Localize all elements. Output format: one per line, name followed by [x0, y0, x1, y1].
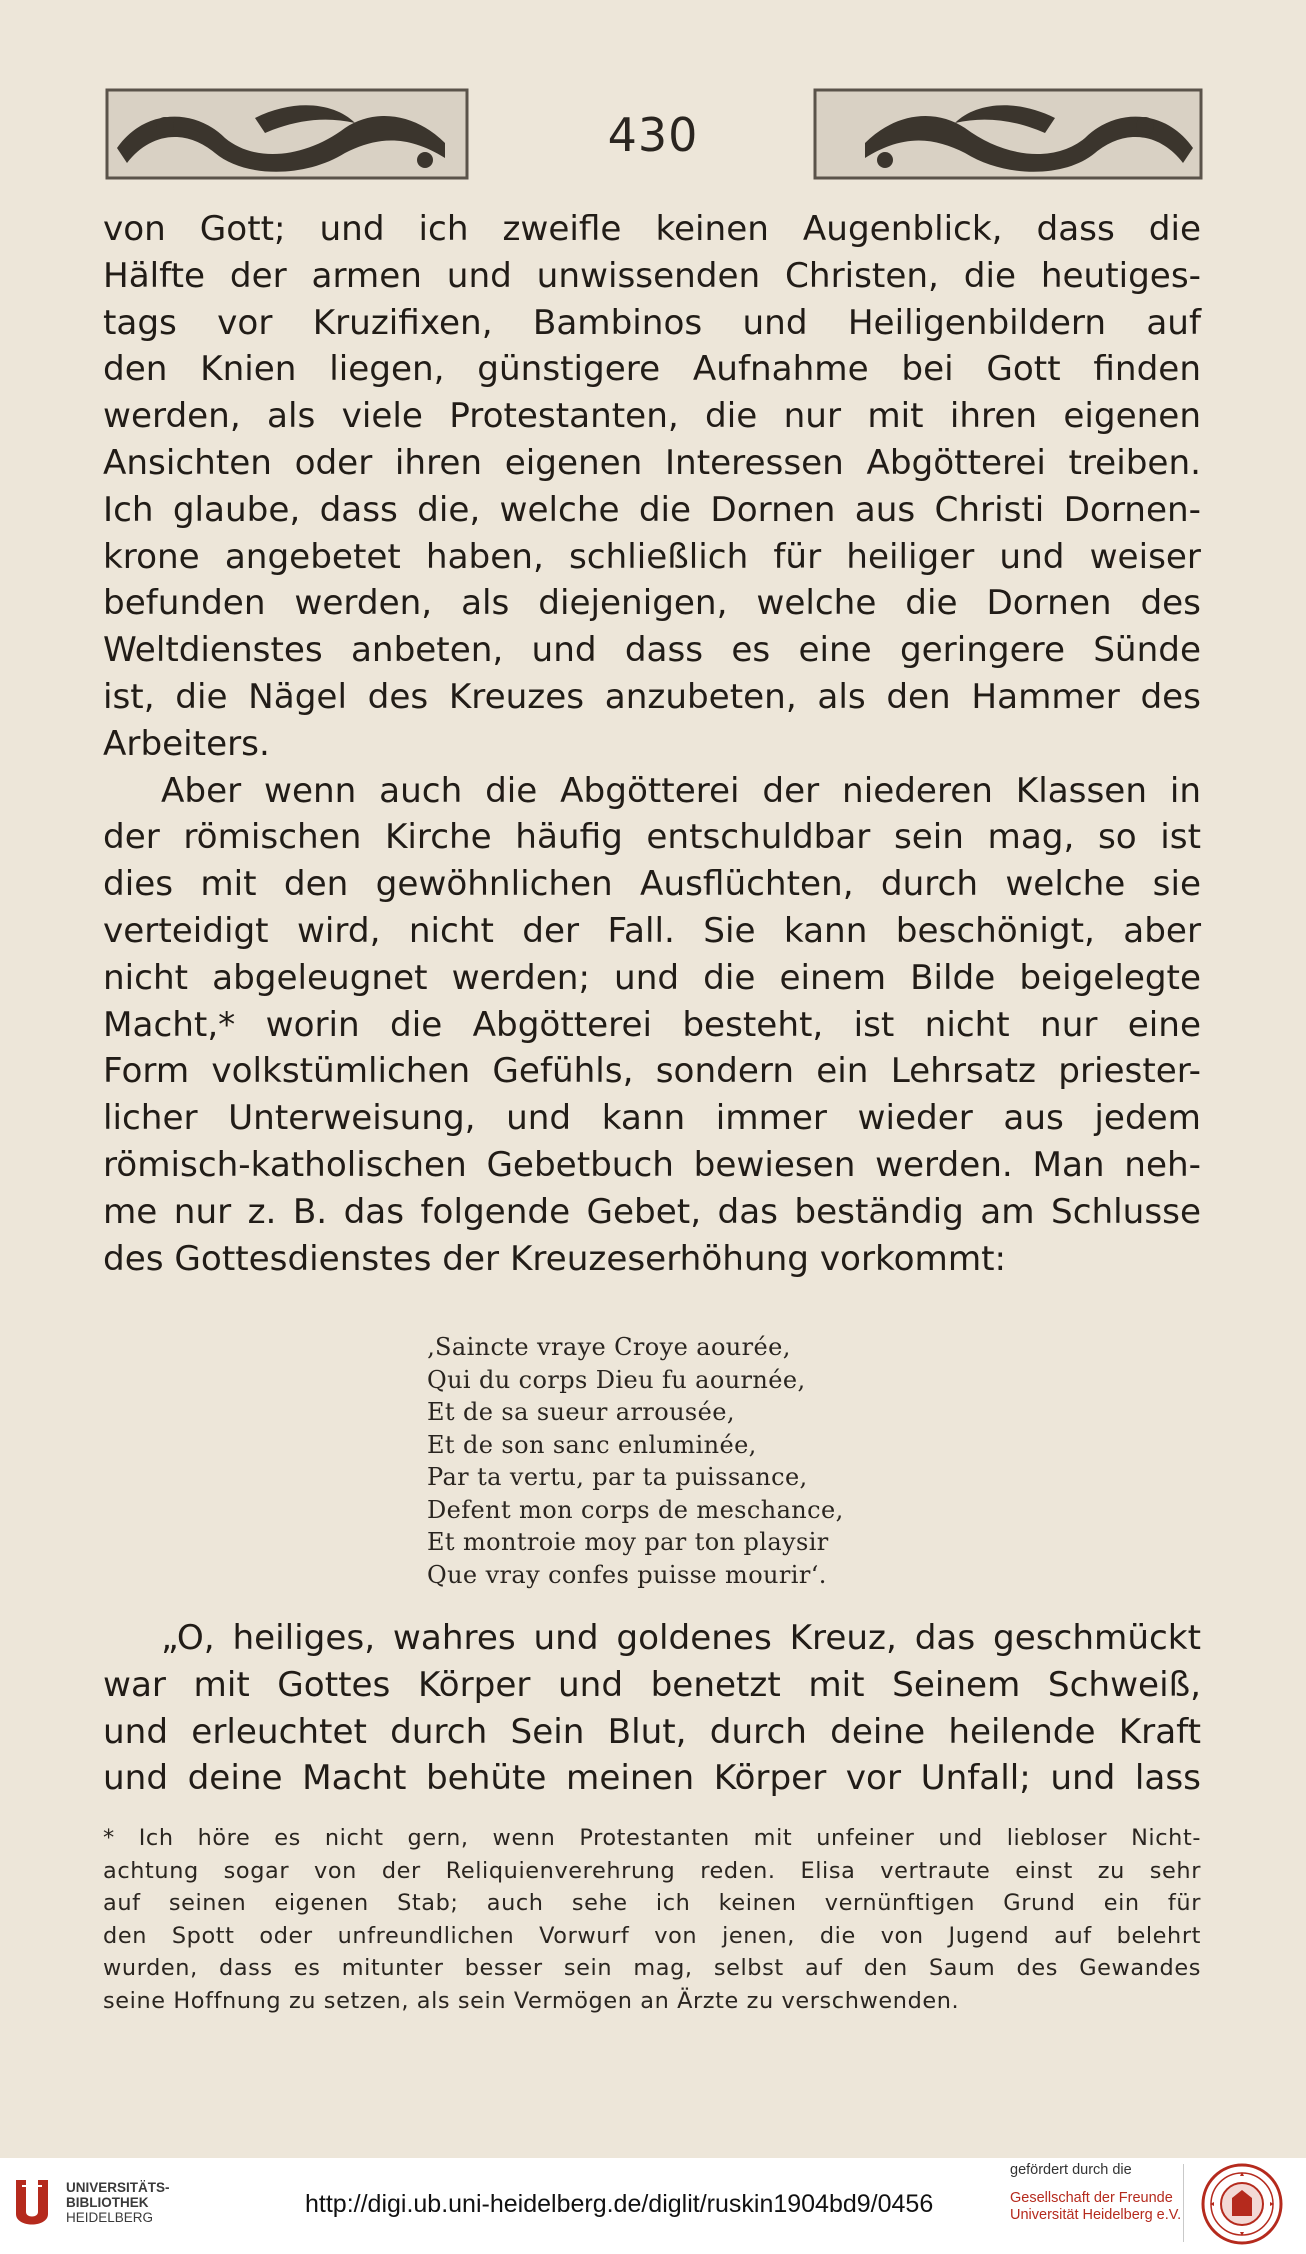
text-line: nicht abgeleugnet werden; und die einem Bilde beigelegte — [103, 957, 1201, 998]
poem-line: Et montroie moy par ton playsir — [427, 1528, 829, 1556]
text-line: und erleuchtet durch Sein Blut, durch deine heilende Kraft — [103, 1711, 1201, 1752]
text-line: tags vor Kruzifixen, Bambinos und Heiligenbildern auf — [103, 302, 1201, 343]
sponsor-line: Universität Heidelberg e.V. — [1010, 2207, 1182, 2223]
library-line: BIBLIOTHEK — [66, 2195, 149, 2210]
text-line: Form volkstümlichen Gefühls, sondern ein Lehrsatz priester- — [103, 1051, 1201, 1092]
poem-block — [427, 1331, 844, 1591]
poem-line: Et de son sanc enluminée, — [427, 1430, 757, 1459]
library-line: UNIVERSITÄTS- — [66, 2180, 170, 2195]
text-line: römisch-katholischen Gebetbuch bewiesen werden. Man neh- — [103, 1144, 1201, 1185]
text-line: verteidigt wird, nicht der Fall. Sie kann beschönigt, aber — [103, 910, 1201, 951]
library-logo-icon — [12, 2172, 52, 2232]
main-text — [103, 206, 1201, 1282]
source-url-link[interactable]: http://digi.ub.uni-heidelberg.de/diglit/ruskin1904bd9/0456 — [305, 2190, 934, 2218]
sponsor-name — [1010, 2190, 1181, 2224]
text-line: me nur z. B. das folgende Gebet, das beständig am Schlusse — [103, 1191, 1201, 1232]
footnote-line: wurden, dass es mitunter besser sein mag, selbst auf den Saum des Gewandes — [103, 1955, 1201, 1981]
text-line: werden, als viele Protestanten, die nur mit ihren eigenen — [103, 396, 1201, 437]
text-line: Ansichten oder ihren eigenen Interessen Abgötterei treiben. — [103, 442, 1201, 483]
footnote-line: achtung sogar von der Reliquienverehrung reden. Elisa vertraute einst zu sehr — [103, 1857, 1201, 1884]
university-seal-icon — [1200, 2162, 1284, 2246]
footnote — [103, 1822, 1201, 2017]
poem-line: Qui du corps Dieu fu aournée, — [427, 1365, 806, 1394]
footer-divider — [1183, 2164, 1184, 2242]
text-line: licher Unterweisung, und kann immer wieder aus jedem — [103, 1098, 1201, 1139]
poem-line: ‚Saincte vraye Croye aourée, — [427, 1333, 791, 1361]
text-line: krone angebetet haben, schließlich für heiliger und weiser — [103, 536, 1201, 577]
text-line: Aber wenn auch die Abgötterei der niederen Klassen in — [161, 770, 1201, 811]
footnote-line: seine Hoffnung zu setzen, als sein Vermögen an Ärzte zu verschwenden. — [103, 1987, 960, 2014]
text-line: von Gott; und ich zweifle keinen Augenblick, dass die — [103, 209, 1201, 249]
poem-line: Que vray confes puisse mourir‘. — [427, 1560, 827, 1589]
text-line: „O, heiliges, wahres und goldenes Kreuz, das geschmückt — [161, 1618, 1201, 1658]
library-name — [66, 2180, 170, 2225]
poem-line: Et de sa sueur arrousée, — [427, 1398, 735, 1426]
main-text-continued — [103, 1615, 1201, 1802]
sponsor-prefix: gefördert durch die — [1010, 2162, 1132, 2178]
text-line: des Gottesdienstes der Kreuzeserhöhung vorkommt: — [103, 1238, 1007, 1279]
text-line: Macht,* worin die Abgötterei besteht, ist nicht nur eine — [103, 1004, 1201, 1045]
text-line: Ich glaube, dass die, welche die Dornen aus Christi Dornen- — [103, 489, 1201, 530]
text-line: der römischen Kirche häufig entschuldbar sein mag, so ist — [103, 817, 1201, 858]
text-line: befunden werden, als diejenigen, welche die Dornen des — [103, 583, 1201, 624]
text-line: war mit Gottes Körper und benetzt mit Seinem Schweiß, — [103, 1664, 1201, 1705]
library-line: HEIDELBERG — [66, 2210, 154, 2225]
text-line: ist, die Nägel des Kreuzes anzubeten, als den Hammer des — [103, 676, 1201, 717]
text-line: dies mit den gewöhnlichen Ausflüchten, durch welche sie — [103, 864, 1201, 905]
text-line: und deine Macht behüte meinen Körper vor Unfall; und lass — [103, 1758, 1201, 1799]
text-line: Arbeiters. — [103, 723, 270, 764]
footnote-line: * Ich höre es nicht gern, wenn Protestanten mit unfeiner und liebloser Nicht- — [103, 1825, 1201, 1851]
footnote-line: den Spott oder unfreundlichen Vorwurf von jenen, die von Jugend auf belehrt — [103, 1922, 1201, 1949]
text-line: den Knien liegen, günstigere Aufnahme bei Gott finden — [103, 349, 1201, 390]
sponsor-line: Gesellschaft der Freunde — [1010, 2190, 1173, 2206]
text-line: Weltdienstes anbeten, und dass es eine geringere Sünde — [103, 630, 1201, 671]
poem-line: Defent mon corps de meschance, — [427, 1495, 844, 1524]
footnote-line: auf seinen eigenen Stab; auch sehe ich keinen vernünftigen Grund ein für — [103, 1890, 1201, 1916]
text-line: Hälfte der armen und unwissenden Christen, die heutiges- — [103, 255, 1201, 296]
poem-line: Par ta vertu, par ta puissance, — [427, 1463, 808, 1491]
page-number: 430 — [607, 108, 699, 162]
